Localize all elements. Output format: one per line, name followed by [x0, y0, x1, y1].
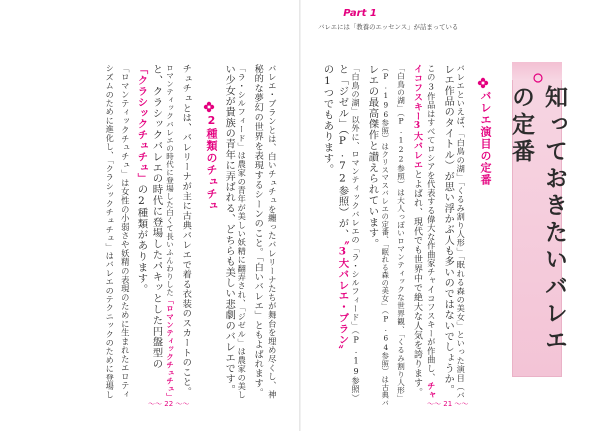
body-line: 秘的な夢幻の世界を表現するシーンのこと。「白いバレエ」ともよばれます。 [252, 64, 264, 398]
flower-icon [203, 98, 215, 110]
body-line [166, 64, 174, 401]
body-line: （P.196参照）はクリスマスバレエの定番、「眠れる森の美女」（P.64参照）は古典バ [381, 64, 391, 407]
body-line [136, 64, 146, 295]
body-line: バレエといえば、「白鳥の湖」「くるみ割り人形」「眠れる森の美女」といった演目（バ [456, 64, 467, 400]
emphasis-text: 「クラシックチュチュ」 [135, 64, 148, 184]
page-number: 〜〜 22 〜〜 [148, 400, 190, 408]
body-line: い少女が貴族の青年に弄ばれる、どちらも美しい悲劇のバレエです。 [223, 64, 235, 396]
section-heading: 2種類のチュチュ [205, 114, 218, 212]
body-line: 「白鳥の湖」（P.122参照）は大人っぽいロマンティックな世界観、「くるみ割り人形」 [396, 64, 406, 403]
body-line: チュチュとは、バレリーナが主に古典バレエで着る衣装のスカートのこと。 [180, 64, 192, 397]
body-line [337, 64, 347, 356]
emphasis-text: 「ロマンティックチュチュ」 [165, 296, 175, 401]
body-text: の2種類があります。 [135, 183, 148, 295]
body-line: と、クラシックバレエの時代に登場したパキッとした円盤型の [150, 64, 163, 370]
body-line: シズムのために進化し、「クラシックチュチュ」はバレエのテクニックのために登場し [105, 64, 116, 400]
page-title: 知っておきたいバレエの定番 [508, 85, 567, 355]
emphasis-text: 〝3大バレエ・ブラン〟 [336, 239, 349, 356]
body-line [412, 64, 421, 397]
body-line: 「ラ・シルフィード」は農家の青年が美しい妖精に翻弄され、「ジゼル」は農家の美し [237, 64, 248, 400]
body-text: この3作品はすべてロシアを代表する偉大な作曲家チャイコフスキーが作曲し、 [426, 64, 437, 382]
body-line [427, 64, 435, 399]
part-label: Part 1 [343, 8, 377, 19]
emphasis-text: イコフスキー3大バレエ [411, 64, 422, 170]
body-line: の1つでもあります。 [321, 64, 334, 175]
emphasis-text: チャ [426, 381, 437, 400]
part-subtitle: バレエには「教養のエッセンス」が詰まっている [318, 23, 459, 31]
section-heading: バレエ演目の定番 [479, 90, 492, 186]
page-number: 〜〜 21 〜〜 [427, 400, 469, 408]
title-banner [508, 62, 567, 377]
ornament-icon [532, 69, 544, 81]
body-text: とよばれ、現代でも世界中で絶大な人気を誇ります。 [411, 169, 422, 398]
body-text: ロマンティックバレエの時代に登場した白くて長いふんわりした [165, 64, 175, 297]
body-line: レエの最高傑作と讃えられています。 [366, 64, 379, 250]
page-number-value: 21 [443, 400, 453, 408]
page-number-value: 22 [164, 400, 174, 408]
body-line: 「ロマンティックチュチュ」は女性の小弱さや妖精の表現のために生まれたエロティ [120, 64, 131, 399]
body-text: と「ジゼル」（P.72参照）が、 [336, 64, 349, 240]
flower-icon [477, 74, 489, 86]
body-line: バレエ・ブランとは、白いチュチュを纏ったバレリーナたちが舞台を埋め尽くし、神 [267, 64, 278, 399]
body-line: 「白鳥の湖」以外に、ロマンティックバレエの「ラ・シルフィード」（P.19参照） [351, 64, 362, 403]
body-line: レエ作品のタイトル）が思い浮かぶ人も多いのではないでしょうか。 [442, 64, 454, 396]
page-gutter [299, 0, 301, 431]
